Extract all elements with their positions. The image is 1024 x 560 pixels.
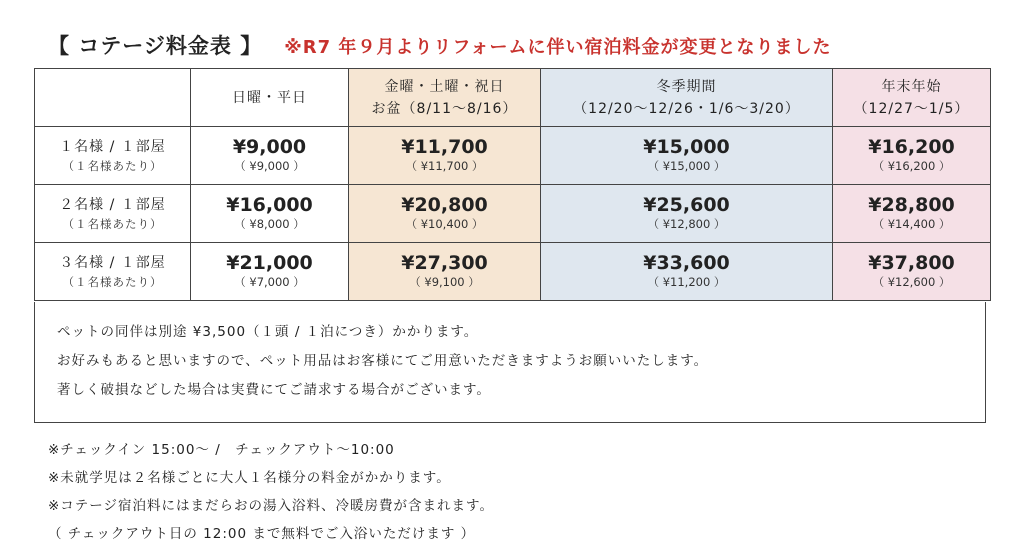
header-weekend: [349, 69, 541, 127]
price-cell-weekend: [349, 127, 541, 185]
footer-line: ※チェックイン 15:00〜 / チェックアウト〜10:00: [48, 442, 395, 458]
table-row: [35, 185, 991, 243]
pet-notes-box: [34, 302, 986, 423]
per-person-price: （ ¥14,400 ）: [872, 217, 951, 231]
row-label: ３名様 / １部屋: [59, 254, 166, 271]
row-label: ２名様 / １部屋: [59, 196, 166, 213]
header-winter: [541, 69, 833, 127]
row-sublabel: （１名様あたり）: [62, 216, 163, 231]
per-person-price: （ ¥11,200 ）: [647, 275, 726, 289]
price-change-notice: ※R7 年９月よりリフォームに伴い宿泊料金が変更となりました: [284, 37, 832, 58]
title-row: [48, 30, 831, 60]
header-weekday-label: 日曜・平日: [232, 89, 307, 106]
footer-line: （ チェックアウト日の 12:00 まで無料でご入浴いただけます ）: [48, 526, 476, 542]
price: ¥20,800: [401, 194, 488, 216]
price-cell-newyear: [833, 243, 991, 301]
price: ¥21,000: [226, 252, 313, 274]
price-cell-winter: [541, 185, 833, 243]
per-person-price: （ ¥8,000 ）: [234, 217, 305, 231]
price: ¥27,300: [401, 252, 488, 274]
price: ¥33,600: [643, 252, 730, 274]
per-person-price: （ ¥10,400 ）: [405, 217, 484, 231]
per-person-price: （ ¥15,000 ）: [647, 159, 726, 173]
header-newyear-label: 年末年始: [881, 78, 942, 95]
price-cell-weekday: [191, 243, 349, 301]
price: ¥37,800: [868, 252, 955, 274]
price: ¥16,000: [226, 194, 313, 216]
price-cell-newyear: [833, 127, 991, 185]
header-newyear-sub: （12/27〜1/5）: [853, 100, 970, 117]
page-title: 【 コテージ料金表 】: [48, 34, 263, 58]
price-cell-weekday: [191, 185, 349, 243]
price-cell-winter: [541, 243, 833, 301]
row-label: １名様 / １部屋: [59, 138, 166, 155]
header-empty: [35, 69, 191, 127]
price-cell-weekday: [191, 127, 349, 185]
price: ¥25,600: [643, 194, 730, 216]
per-person-price: （ ¥7,000 ）: [234, 275, 305, 289]
header-weekday: [191, 69, 349, 127]
price: ¥15,000: [643, 136, 730, 158]
per-person-price: （ ¥11,700 ）: [405, 159, 484, 173]
header-winter-label: 冬季期間: [656, 78, 717, 95]
header-weekend-sub: お盆（8/11〜8/16）: [371, 100, 518, 117]
footer-notes: [48, 436, 494, 548]
row-label-cell: [35, 185, 191, 243]
header-weekend-label: 金曜・土曜・祝日: [384, 78, 505, 95]
price-cell-weekend: [349, 185, 541, 243]
footer-line: ※未就学児は２名様ごとに大人１名様分の料金がかかります。: [48, 470, 451, 486]
price: ¥9,000: [232, 136, 307, 158]
per-person-price: （ ¥9,100 ）: [409, 275, 480, 289]
price-cell-weekend: [349, 243, 541, 301]
rate-table: [34, 68, 991, 301]
per-person-price: （ ¥12,800 ）: [647, 217, 726, 231]
table-header-row: [35, 69, 991, 127]
row-label-cell: [35, 127, 191, 185]
note-line: 著しく破損などした場合は実費にてご請求する場合がございます。: [57, 382, 491, 398]
per-person-price: （ ¥9,000 ）: [234, 159, 305, 173]
price-cell-newyear: [833, 185, 991, 243]
header-winter-sub: （12/20〜12/26・1/6〜3/20）: [573, 100, 800, 117]
row-label-cell: [35, 243, 191, 301]
per-person-price: （ ¥12,600 ）: [872, 275, 951, 289]
price: ¥28,800: [868, 194, 955, 216]
row-sublabel: （１名様あたり）: [62, 274, 163, 289]
note-line: お好みもあると思いますので、ペット用品はお客様にてご用意いただきますようお願いいたします。: [57, 353, 709, 369]
table-row: [35, 243, 991, 301]
price-cell-winter: [541, 127, 833, 185]
price: ¥11,700: [401, 136, 488, 158]
table-row: [35, 127, 991, 185]
header-newyear: [833, 69, 991, 127]
per-person-price: （ ¥16,200 ）: [872, 159, 951, 173]
note-line: ペットの同伴は別途 ¥3,500（１頭 / １泊につき）かかります。: [57, 324, 479, 340]
row-sublabel: （１名様あたり）: [62, 158, 163, 173]
footer-line: ※コテージ宿泊料にはまだらおの湯入浴料、冷暖房費が含まれます。: [48, 498, 494, 514]
price: ¥16,200: [868, 136, 955, 158]
